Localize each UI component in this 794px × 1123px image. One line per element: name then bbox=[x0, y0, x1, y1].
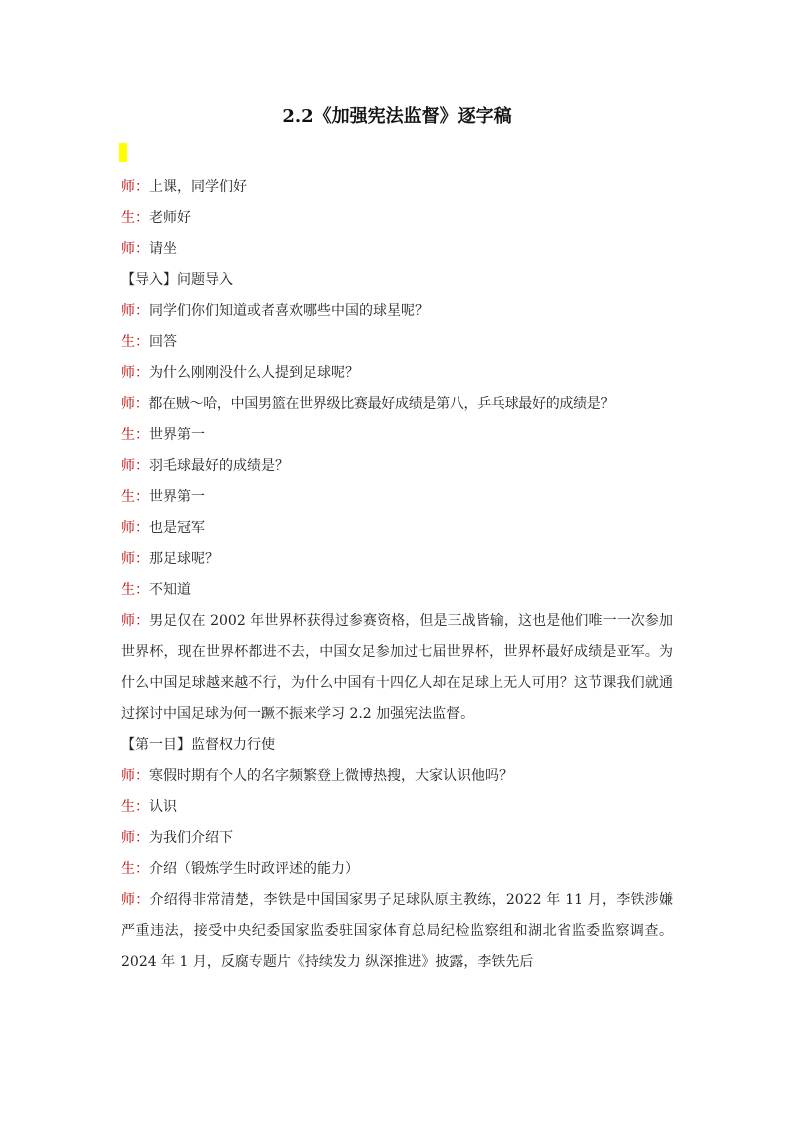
transcript-line bbox=[121, 389, 673, 420]
speaker-label: 师： bbox=[121, 303, 149, 319]
transcript-line bbox=[121, 513, 673, 544]
transcript-body bbox=[121, 172, 673, 978]
transcript-line bbox=[121, 854, 673, 885]
speaker-label: 师： bbox=[121, 768, 149, 784]
line-text: 也是冠军 bbox=[149, 520, 205, 536]
speaker-label: 师： bbox=[121, 613, 150, 629]
section-heading: 【导入】问题导入 bbox=[121, 272, 233, 288]
transcript-line bbox=[121, 792, 673, 823]
line-text: 老师好 bbox=[149, 210, 191, 226]
transcript-line bbox=[121, 203, 673, 234]
section-heading: 【第一目】监督权力行使 bbox=[121, 737, 275, 753]
line-text: 都在贼～哈，中国男篮在世界级比赛最好成绩是第八，乒乓球最好的成绩是？ bbox=[148, 396, 615, 412]
line-text: 回答 bbox=[149, 334, 177, 350]
line-text: 为我们介绍下 bbox=[149, 830, 233, 846]
transcript-paragraph bbox=[121, 606, 673, 730]
speaker-label: 生： bbox=[121, 489, 149, 505]
line-text: 那足球呢？ bbox=[149, 551, 219, 567]
line-text: 介绍（锻炼学生时政评述的能力） bbox=[149, 861, 359, 877]
transcript-line bbox=[121, 420, 673, 451]
transcript-line bbox=[121, 358, 673, 389]
line-text: 认识 bbox=[149, 799, 177, 815]
line-text: 同学们你们知道或者喜欢哪些中国的球星呢？ bbox=[149, 303, 429, 319]
line-text: 羽毛球最好的成绩是？ bbox=[149, 458, 289, 474]
speaker-label: 师： bbox=[121, 520, 149, 536]
line-text: 为什么刚刚没什么人提到足球呢？ bbox=[149, 365, 359, 381]
line-text: 世界第一 bbox=[149, 427, 205, 443]
document-title: 2.2《加强宪法监督》逐字稿 bbox=[282, 106, 512, 127]
paragraph-text: 介绍得非常清楚，李铁是中国国家男子足球队原主教练，2022 年 11 月，李铁涉嫌严重违法，接受中央纪委国家监委驻国家体育总局纪检监察组和湖北省监委监察调查。2024 年 1 月，反腐专题片《持续发力 纵深推进》披露，李铁先后 bbox=[121, 892, 673, 970]
speaker-label: 师： bbox=[121, 396, 149, 412]
transcript-line bbox=[121, 761, 673, 792]
transcript-line bbox=[121, 482, 673, 513]
transcript-line bbox=[121, 823, 673, 854]
transcript-line bbox=[121, 296, 673, 327]
line-text: 上课，同学们好 bbox=[149, 179, 247, 195]
line-text: 请坐 bbox=[149, 241, 177, 257]
line-text: 寒假时期有个人的名字频繁登上微博热搜，大家认识他吗？ bbox=[149, 768, 513, 784]
speaker-label: 师： bbox=[121, 458, 149, 474]
speaker-label: 师： bbox=[121, 179, 149, 195]
speaker-label: 师： bbox=[121, 830, 149, 846]
speaker-label: 师： bbox=[121, 892, 150, 908]
line-text: 世界第一 bbox=[149, 489, 205, 505]
speaker-label: 生： bbox=[121, 861, 149, 877]
paragraph-text: 男足仅在 2002 年世界杯获得过参赛资格，但是三战皆输，这也是他们唯一一次参加世界杯，现在世界杯都进不去，中国女足参加过七届世界杯，世界杯最好成绩是亚军。为什么中国足球越来越不行，为什么中国有十四亿人却在足球上无人可用？这节课我们就通过探讨中国足球为何一蹶不振来学习 2.2 加强宪法监督。 bbox=[121, 613, 673, 722]
transcript-line bbox=[121, 327, 673, 358]
speaker-label: 生： bbox=[121, 582, 149, 598]
transcript-paragraph bbox=[121, 885, 673, 978]
speaker-label: 师： bbox=[121, 551, 149, 567]
speaker-label: 师： bbox=[121, 241, 149, 257]
transcript-line bbox=[121, 234, 673, 265]
transcript-line bbox=[121, 544, 673, 575]
speaker-label: 生： bbox=[121, 210, 149, 226]
speaker-label: 生： bbox=[121, 799, 149, 815]
line-text: 不知道 bbox=[149, 582, 191, 598]
speaker-label: 师： bbox=[121, 365, 149, 381]
speaker-label: 生： bbox=[121, 427, 149, 443]
transcript-line bbox=[121, 451, 673, 482]
transcript-line bbox=[121, 172, 673, 203]
transcript-line bbox=[121, 575, 673, 606]
highlight-marker bbox=[119, 143, 127, 162]
speaker-label: 生： bbox=[121, 334, 149, 350]
